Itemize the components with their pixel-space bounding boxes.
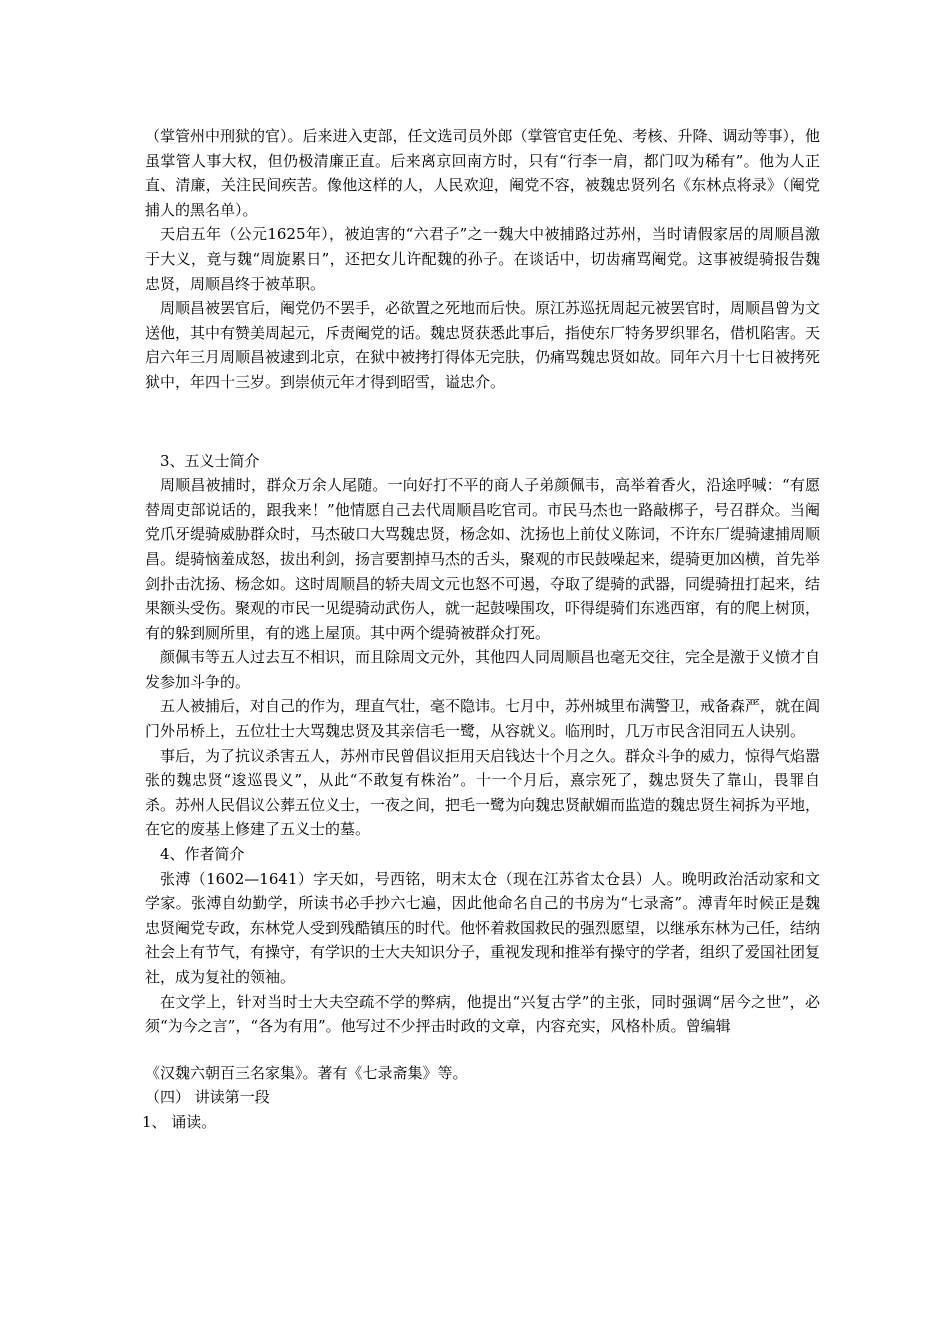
document-body — [142, 124, 821, 1135]
paragraph-author-literature: 在文学上，针对当时士大夫空疏不学的弊病，他提出“兴复古学”的主张，同时强调“居今之世”，必须“为今之言”，“各为有用”。他写过不少抨击时政的文章，内容充实，风格朴质。曾编辑 — [145, 992, 820, 1036]
heading-five-heroes: 3、五义士简介 — [160, 451, 260, 470]
heading-author: 4、作者简介 — [160, 845, 245, 864]
paragraph-author-bio: 张溥（1602—1641）字天如，号西铭，明末太仓（现在江苏省太仓县）人。晚明政治活动家和文学家。张溥自幼勤学，所读书必手抄六七遍，因此他命名自己的书房为“七录斋”。溥青年时候正是魏忠贤阉党专政，东林党人受到残酷镇压的时代。他怀着救国救民的强烈愿望，以继承东林为己任，结纳社会上有节气，有操守，有学识的士大夫知识分子，重视发现和推举有操守的学者，组织了爱国社团复社，成为复社的领袖。 — [145, 869, 821, 986]
paragraph-five-strangers: 颜佩韦等五人过去互不相识，而且除周文元外，其他四人同周顺昌也毫无交往，完全是激于义愤才自发参加斗争的。 — [145, 648, 821, 691]
paragraph-aftermath: 事后，为了抗议杀害五人，苏州市民曾倡议拒用天启钱达十个月之久。群众斗争的威力，惊得气焰嚣张的魏忠贤“逡巡畏义”，从此“不敢复有株治”。十一个月后，熹宗死了，魏忠贤失了靠山，畏罪自杀。苏州人民倡议公葬五位义士，一夜之间，把毛一鹭为向魏忠贤献媚而监造的魏忠贤生祠拆为平地，在它的废基上修建了五义士的墓。 — [145, 746, 821, 839]
list-item-recite: 1、 诵读。 — [142, 1112, 217, 1131]
section-gap — [145, 395, 820, 449]
paragraph-arrest-crowd: 周顺昌被捕时，群众万余人尾随。一向好打不平的商人子弟颜佩韦，高举着香火，沿途呼喊：“有愿替周吏部说话的，跟我来！”他情愿自己去代周顺昌吃官司。市民马杰也一路敲梆子，号召群众。当阉党爪牙缇骑威胁群众时，马杰破口大骂魏忠贤，杨念如、沈扬也上前仗义陈词，不许东厂缇骑逮捕周顺昌。缇骑恼羞成怒，拔出利剑，扬言要割掉马杰的舌头，聚观的市民鼓噪起来，缇骑更加凶横，首先举剑扑击沈扬、杨念如。这时周顺昌的轿夫周文元也怒不可遏，夺取了缇骑的武器，同缇骑扭打起来，结果额头受伤。聚观的市民一见缇骑动武伤人，就一起鼓噪围攻，吓得缇骑们东逃西窜，有的爬上树顶，有的躲到厕所里，有的逃上屋顶。其中两个缇骑被群众打死。 — [145, 476, 821, 642]
heading-reading-section: （四） 讲读第一段 — [145, 1088, 270, 1107]
paragraph-execution: 五人被捕后，对自己的作为，理直气壮，毫不隐讳。七月中，苏州城里布满警卫，戒备森严，就在阊门外吊桥上，五位壮士大骂魏忠贤及其亲信毛一鹭，从容就义。临刑时，几万市民含泪同五人诀别。 — [145, 697, 821, 741]
paragraph-zhou-death: 周顺昌被罢官后，阉党仍不罢手，必欲置之死地而后快。原江苏巡抚周起元被罢官时，周顺昌曾为文送他，其中有赞美周起元，斥责阉党的话。魏忠贤获悉此事后，指使东厂特务罗织罪名，借机陷害。天启六年三月周顺昌被逮到北京，在狱中被拷打得体无完肤，仍痛骂魏忠贤如故。同年六月十七日被拷死狱中，年四十三岁。到崇侦元年才得到昭雪，谥忠介。 — [145, 299, 821, 391]
paragraph-tianqi-five: 天启五年（公元1625年），被迫害的“六君子”之一魏大中被捕路过苏州，当时请假家居的周顺昌激于大义，竟与魏“周旋累日”，还把女儿许配魏的孙子。在谈话中，切齿痛骂阉党。这事被缇骑报告魏忠贤，周顺昌终于被革职。 — [145, 225, 820, 293]
paragraph-works: 《汉魏六朝百三名家集》。著有《七录斋集》等。 — [145, 1063, 468, 1082]
paragraph-zhou-career: （掌管州中刑狱的官）。后来进入吏部，任文选司员外郎（掌管官吏任免、考核、升降、调动等事），他虽掌管人事大权，但仍极清廉正直。后来离京回南方时，只有“行李一肩，都门叹为稀有”。他为人正直、清廉，关注民间疾苦。像他这样的人，人民欢迎，阉党不容，被魏忠贤列名《东林点将录》（阉党捕人的黑名单）。 — [145, 127, 821, 219]
section-gap — [145, 1039, 820, 1061]
